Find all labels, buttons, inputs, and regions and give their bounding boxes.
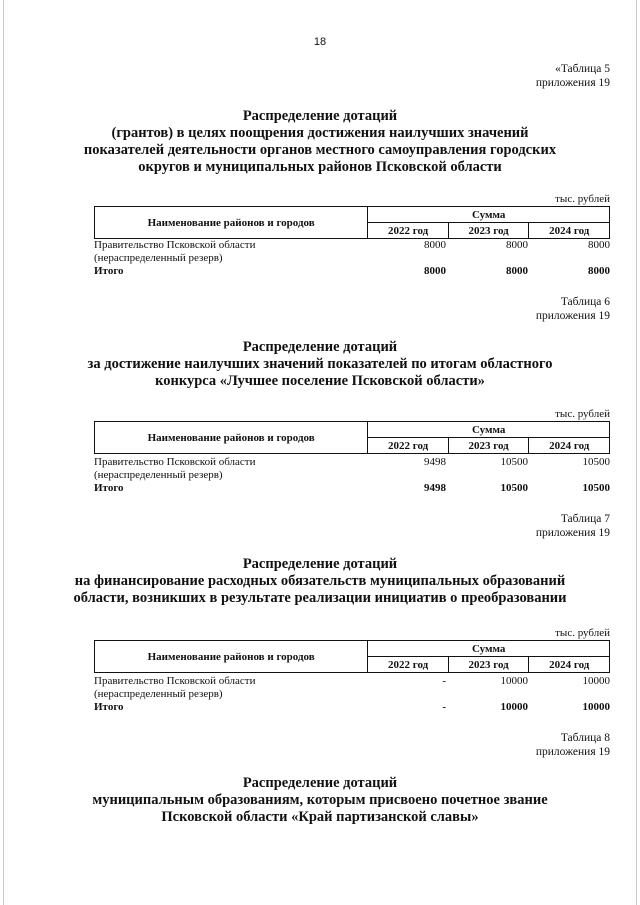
table-reference (536, 62, 610, 90)
section-title (60, 108, 580, 176)
table-row (94, 688, 610, 701)
total-label: Итого (94, 482, 124, 494)
section-title (60, 556, 580, 607)
column-header-year: 2023 год (448, 438, 529, 454)
row-value: 10000 (500, 675, 528, 687)
column-header-sum: Сумма (368, 422, 610, 438)
table-row (94, 239, 610, 252)
title-line: Распределение дотаций (242, 775, 398, 791)
scan-edge-left (3, 0, 4, 905)
title-line: (грантов) в целях поощрения достижения наилучших значений (111, 125, 529, 141)
column-header-sum: Сумма (368, 207, 610, 223)
column-header-name: Наименование районов и городов (95, 207, 368, 239)
total-value: 8000 (506, 265, 528, 277)
column-header-name: Наименование районов и городов (95, 422, 368, 454)
column-header-name: Наименование районов и городов (95, 641, 368, 673)
total-value: 8000 (588, 265, 610, 277)
total-row (94, 265, 610, 278)
column-header-year: 2024 год (529, 438, 610, 454)
table-row (94, 675, 610, 688)
title-line: Распределение дотаций (242, 339, 398, 355)
table-body (94, 675, 610, 714)
column-header-year: 2022 год (368, 223, 449, 239)
row-value: 10500 (500, 456, 528, 468)
title-line: показателей деятельности органов местного самоуправления городских (83, 142, 557, 158)
section-title (60, 775, 580, 826)
total-value: - (442, 701, 446, 713)
table-header (94, 206, 610, 239)
table-body (94, 239, 610, 278)
units-label: тыс. рублей (555, 193, 610, 205)
page-number: 18 (313, 36, 327, 48)
table-row (94, 469, 610, 482)
table-ref-line: «Таблица 5 (555, 63, 610, 75)
table-row (94, 252, 610, 265)
total-value: 8000 (424, 265, 446, 277)
total-label: Итого (94, 265, 124, 277)
total-value: 10000 (582, 701, 610, 713)
column-header-year: 2024 год (529, 657, 610, 673)
row-name: Правительство Псковской области (94, 675, 256, 687)
row-name: Правительство Псковской области (94, 456, 256, 468)
title-line: на финансирование расходных обязательств муниципальных образований (74, 573, 566, 589)
table-ref-line: Таблица 8 (560, 732, 610, 744)
row-name: Правительство Псковской области (94, 239, 256, 251)
appendix-ref-line: приложения 19 (535, 527, 610, 539)
title-line: Псковской области «Край партизанской славы» (161, 809, 479, 825)
column-header-year: 2022 год (368, 657, 449, 673)
title-line: муниципальным образованиям, которым присвоено почетное звание (92, 792, 548, 808)
appendix-ref-line: приложения 19 (535, 746, 610, 758)
title-line: за достижение наилучших значений показателей по итогам областного (87, 356, 553, 372)
total-value: 9498 (424, 482, 446, 494)
total-label: Итого (94, 701, 124, 713)
appendix-ref-line: приложения 19 (535, 310, 610, 322)
row-value: - (442, 675, 446, 687)
row-value: 9498 (424, 456, 446, 468)
title-line: Распределение дотаций (242, 556, 398, 572)
scan-edge-right (636, 0, 637, 905)
table-ref-line: Таблица 7 (560, 513, 610, 525)
row-value: 8000 (588, 239, 610, 251)
title-line: округов и муниципальных районов Псковской области (138, 159, 502, 175)
column-header-year: 2022 год (368, 438, 449, 454)
units-label: тыс. рублей (555, 408, 610, 420)
total-value: 10500 (500, 482, 528, 494)
row-name-continued: (нераспределенный резерв) (94, 252, 223, 264)
table-header (94, 640, 610, 673)
table-header (94, 421, 610, 454)
total-value: 10000 (500, 701, 528, 713)
section-title (60, 339, 580, 390)
row-name-continued: (нераспределенный резерв) (94, 688, 223, 700)
table-reference (536, 512, 610, 540)
row-value: 8000 (506, 239, 528, 251)
units-label: тыс. рублей (555, 627, 610, 639)
row-value: 10500 (582, 456, 610, 468)
total-row (94, 701, 610, 714)
table-reference (536, 295, 610, 323)
column-header-year: 2023 год (448, 223, 529, 239)
row-value: 10000 (582, 675, 610, 687)
table-reference (536, 731, 610, 759)
title-line: области, возникших в результате реализации инициатив о преобразовании (73, 590, 567, 606)
row-value: 8000 (424, 239, 446, 251)
row-name-continued: (нераспределенный резерв) (94, 469, 223, 481)
title-line: Распределение дотаций (242, 108, 398, 124)
appendix-ref-line: приложения 19 (535, 77, 610, 89)
column-header-year: 2024 год (529, 223, 610, 239)
total-row (94, 482, 610, 495)
table-body (94, 456, 610, 495)
column-header-year: 2023 год (448, 657, 529, 673)
table-row (94, 456, 610, 469)
total-value: 10500 (582, 482, 610, 494)
column-header-sum: Сумма (368, 641, 610, 657)
table-ref-line: Таблица 6 (560, 296, 610, 308)
title-line: конкурса «Лучшее поселение Псковской области» (155, 373, 485, 389)
